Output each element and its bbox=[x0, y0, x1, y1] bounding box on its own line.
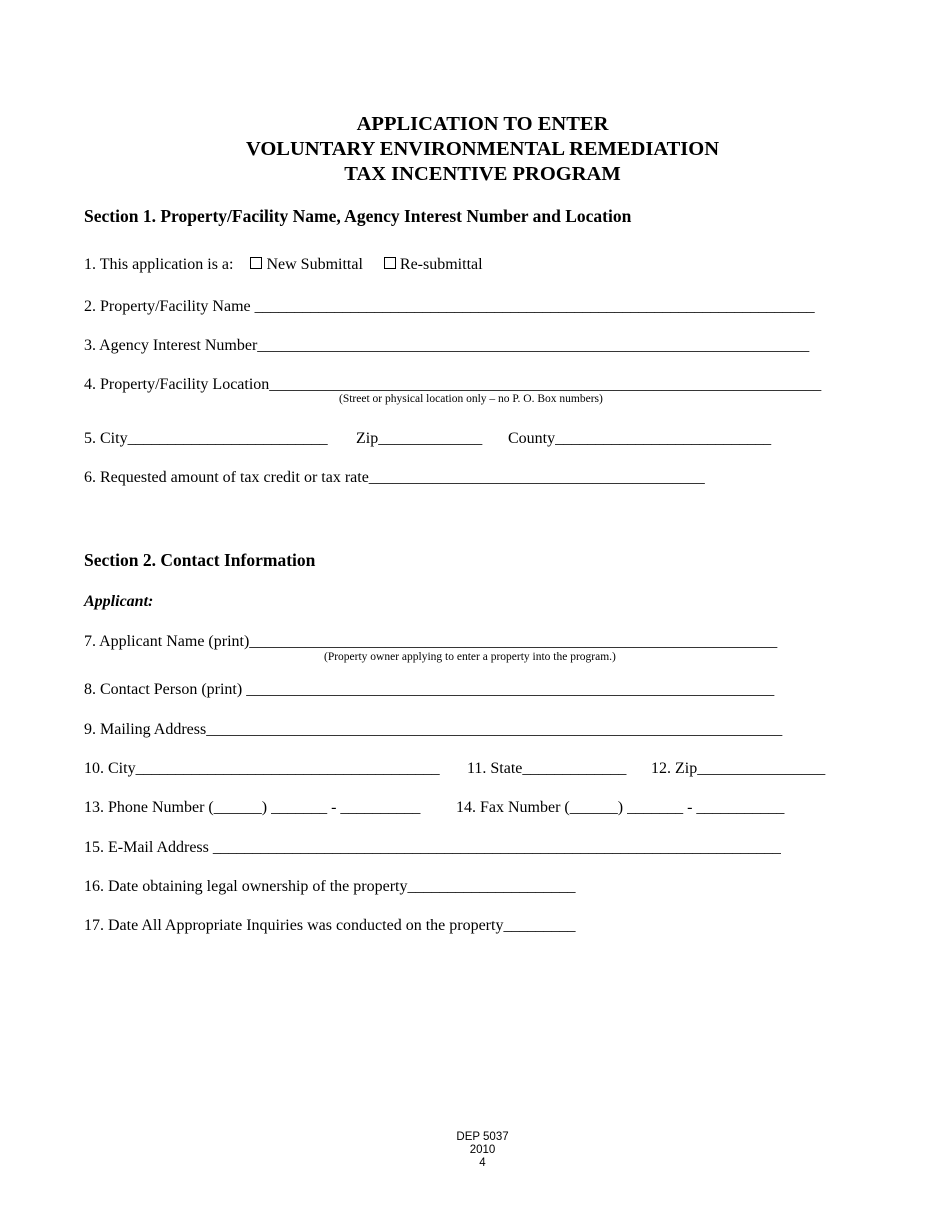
zip-field[interactable]: Zip_____________ bbox=[356, 430, 483, 447]
agency-interest-number-field[interactable]: 3. Agency Interest Number_____________________________________________________________________ bbox=[84, 337, 810, 354]
applicant-state-field[interactable]: 11. State_____________ bbox=[467, 760, 627, 777]
property-location-note: (Street or physical location only – no P. O. Box numbers) bbox=[339, 393, 603, 405]
application-type-label: 1. This application is a: bbox=[84, 256, 234, 273]
resubmittal-checkbox[interactable] bbox=[384, 256, 483, 273]
fax-number-field[interactable]: 14. Fax Number (______) _______ - ___________ bbox=[456, 799, 785, 816]
section-2-heading: Section 2. Contact Information bbox=[84, 550, 316, 570]
checkbox-icon bbox=[384, 257, 396, 269]
new-submittal-checkbox[interactable] bbox=[250, 256, 362, 273]
form-id: DEP 5037 bbox=[456, 1131, 509, 1143]
email-address-field[interactable]: 15. E-Mail Address _______________________________________________________________________ bbox=[84, 839, 781, 856]
applicant-name-field[interactable]: 7. Applicant Name (print)__________________________________________________________________ bbox=[84, 633, 778, 650]
contact-person-field[interactable]: 8. Contact Person (print) __________________________________________________________________ bbox=[84, 681, 775, 698]
title-line-3: TAX INCENTIVE PROGRAM bbox=[344, 163, 621, 185]
form-year: 2010 bbox=[469, 1144, 496, 1156]
property-name-field[interactable]: 2. Property/Facility Name ______________________________________________________________________ bbox=[84, 298, 815, 315]
application-type-row bbox=[84, 255, 483, 275]
title-line-1: APPLICATION TO ENTER bbox=[356, 113, 609, 135]
section-1-heading: Section 1. Property/Facility Name, Agency Interest Number and Location bbox=[84, 206, 632, 226]
phone-number-field[interactable]: 13. Phone Number (______) _______ - __________ bbox=[84, 799, 421, 816]
mailing-address-field[interactable]: 9. Mailing Address________________________________________________________________________ bbox=[84, 721, 783, 738]
title-line-2: VOLUNTARY ENVIRONMENTAL REMEDIATION bbox=[245, 138, 720, 160]
county-field[interactable]: County___________________________ bbox=[508, 430, 772, 447]
new-submittal-label: New Submittal bbox=[266, 256, 363, 273]
applicant-name-note: (Property owner applying to enter a property into the program.) bbox=[324, 651, 616, 663]
applicant-zip-field[interactable]: 12. Zip________________ bbox=[651, 760, 826, 777]
page-number: 4 bbox=[479, 1157, 486, 1169]
ownership-date-field[interactable]: 16. Date obtaining legal ownership of the property_____________________ bbox=[84, 878, 576, 895]
applicant-subheading: Applicant: bbox=[84, 593, 154, 610]
property-location-field[interactable]: 4. Property/Facility Location_____________________________________________________________________ bbox=[84, 376, 822, 393]
requested-tax-credit-field[interactable]: 6. Requested amount of tax credit or tax rate__________________________________________ bbox=[84, 469, 705, 486]
inquiries-date-field[interactable]: 17. Date All Appropriate Inquiries was conducted on the property_________ bbox=[84, 917, 576, 934]
applicant-city-field[interactable]: 10. City______________________________________ bbox=[84, 760, 440, 777]
resubmittal-label: Re-submittal bbox=[399, 256, 483, 273]
city-field[interactable]: 5. City_________________________ bbox=[84, 430, 328, 447]
checkbox-icon bbox=[250, 257, 262, 269]
